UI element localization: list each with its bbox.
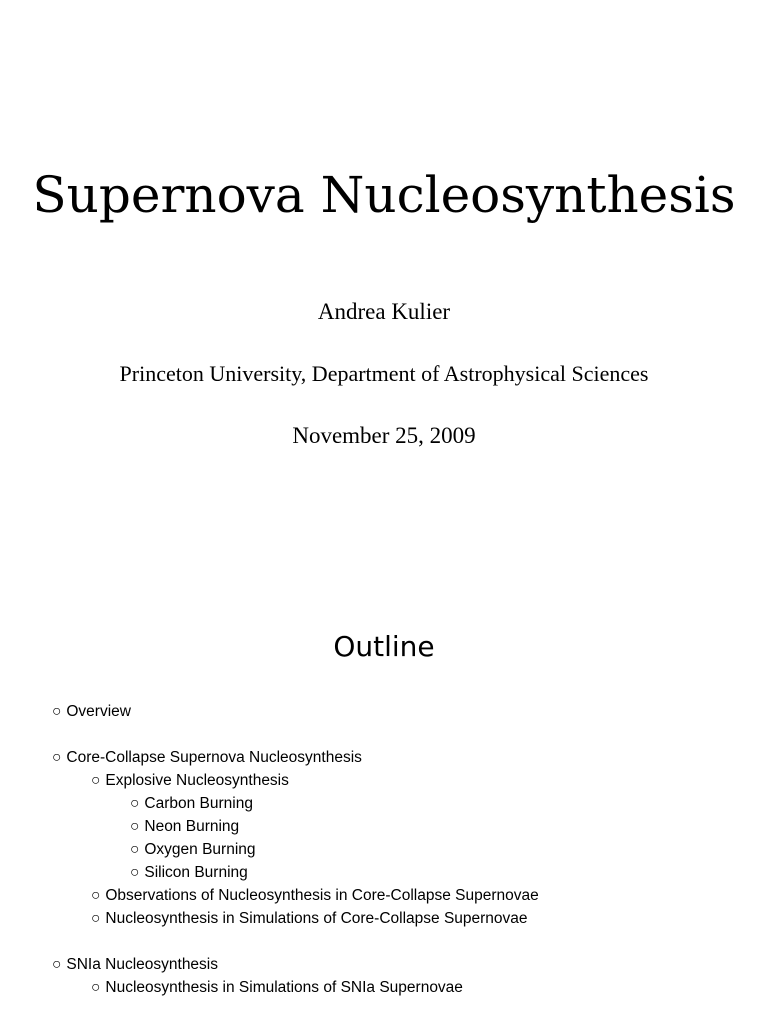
author-name: Andrea Kulier — [317, 299, 451, 324]
bullet-icon: ○ — [91, 979, 101, 996]
bullet-icon: ○ — [130, 841, 140, 858]
bullet-icon: ○ — [52, 749, 62, 766]
bullet-icon: ○ — [130, 818, 140, 835]
outline-item-simulations-snia — [91, 978, 463, 998]
document-title: Supernova Nucleosynthesis — [32, 166, 736, 224]
bullet-icon: ○ — [130, 795, 140, 812]
outline-item-label: Overview — [66, 703, 131, 720]
bullet-icon: ○ — [91, 772, 101, 789]
outline-item-label: Explosive Nucleosynthesis — [105, 772, 289, 789]
outline-item-label: Nucleosynthesis in Simulations of SNIa Supernovae — [105, 979, 463, 996]
outline-item-label: Oxygen Burning — [144, 841, 256, 858]
outline-item-snia — [52, 955, 218, 975]
affiliation: Princeton University, Department of Astrophysical Sciences — [119, 361, 649, 386]
outline-item-label: Neon Burning — [144, 818, 240, 835]
outline-item-label: Carbon Burning — [144, 795, 253, 812]
outline-item-label: Core-Collapse Supernova Nucleosynthesis — [66, 749, 362, 766]
outline-heading: Outline — [333, 630, 435, 663]
outline-item-label: SNIa Nucleosynthesis — [66, 956, 218, 973]
outline-item-label: Silicon Burning — [144, 864, 248, 881]
bullet-icon: ○ — [91, 910, 101, 927]
outline-item-carbon — [130, 794, 253, 814]
outline-item-simulations-cc — [91, 909, 528, 929]
outline-item-observations — [91, 886, 539, 906]
outline-item-oxygen — [130, 840, 256, 860]
bullet-icon: ○ — [91, 887, 101, 904]
presentation-date: November 25, 2009 — [292, 423, 476, 448]
outline-item-silicon — [130, 863, 248, 883]
outline-item-label: Observations of Nucleosynthesis in Core-Collapse Supernovae — [105, 887, 539, 904]
outline-item-explosive — [91, 771, 289, 791]
bullet-icon: ○ — [52, 703, 62, 720]
bullet-icon: ○ — [52, 956, 62, 973]
outline-item-core-collapse — [52, 748, 362, 768]
bullet-icon: ○ — [130, 864, 140, 881]
outline-item-label: Nucleosynthesis in Simulations of Core-Collapse Supernovae — [105, 910, 528, 927]
outline-item-neon — [130, 817, 239, 837]
outline-item-overview — [52, 702, 131, 722]
